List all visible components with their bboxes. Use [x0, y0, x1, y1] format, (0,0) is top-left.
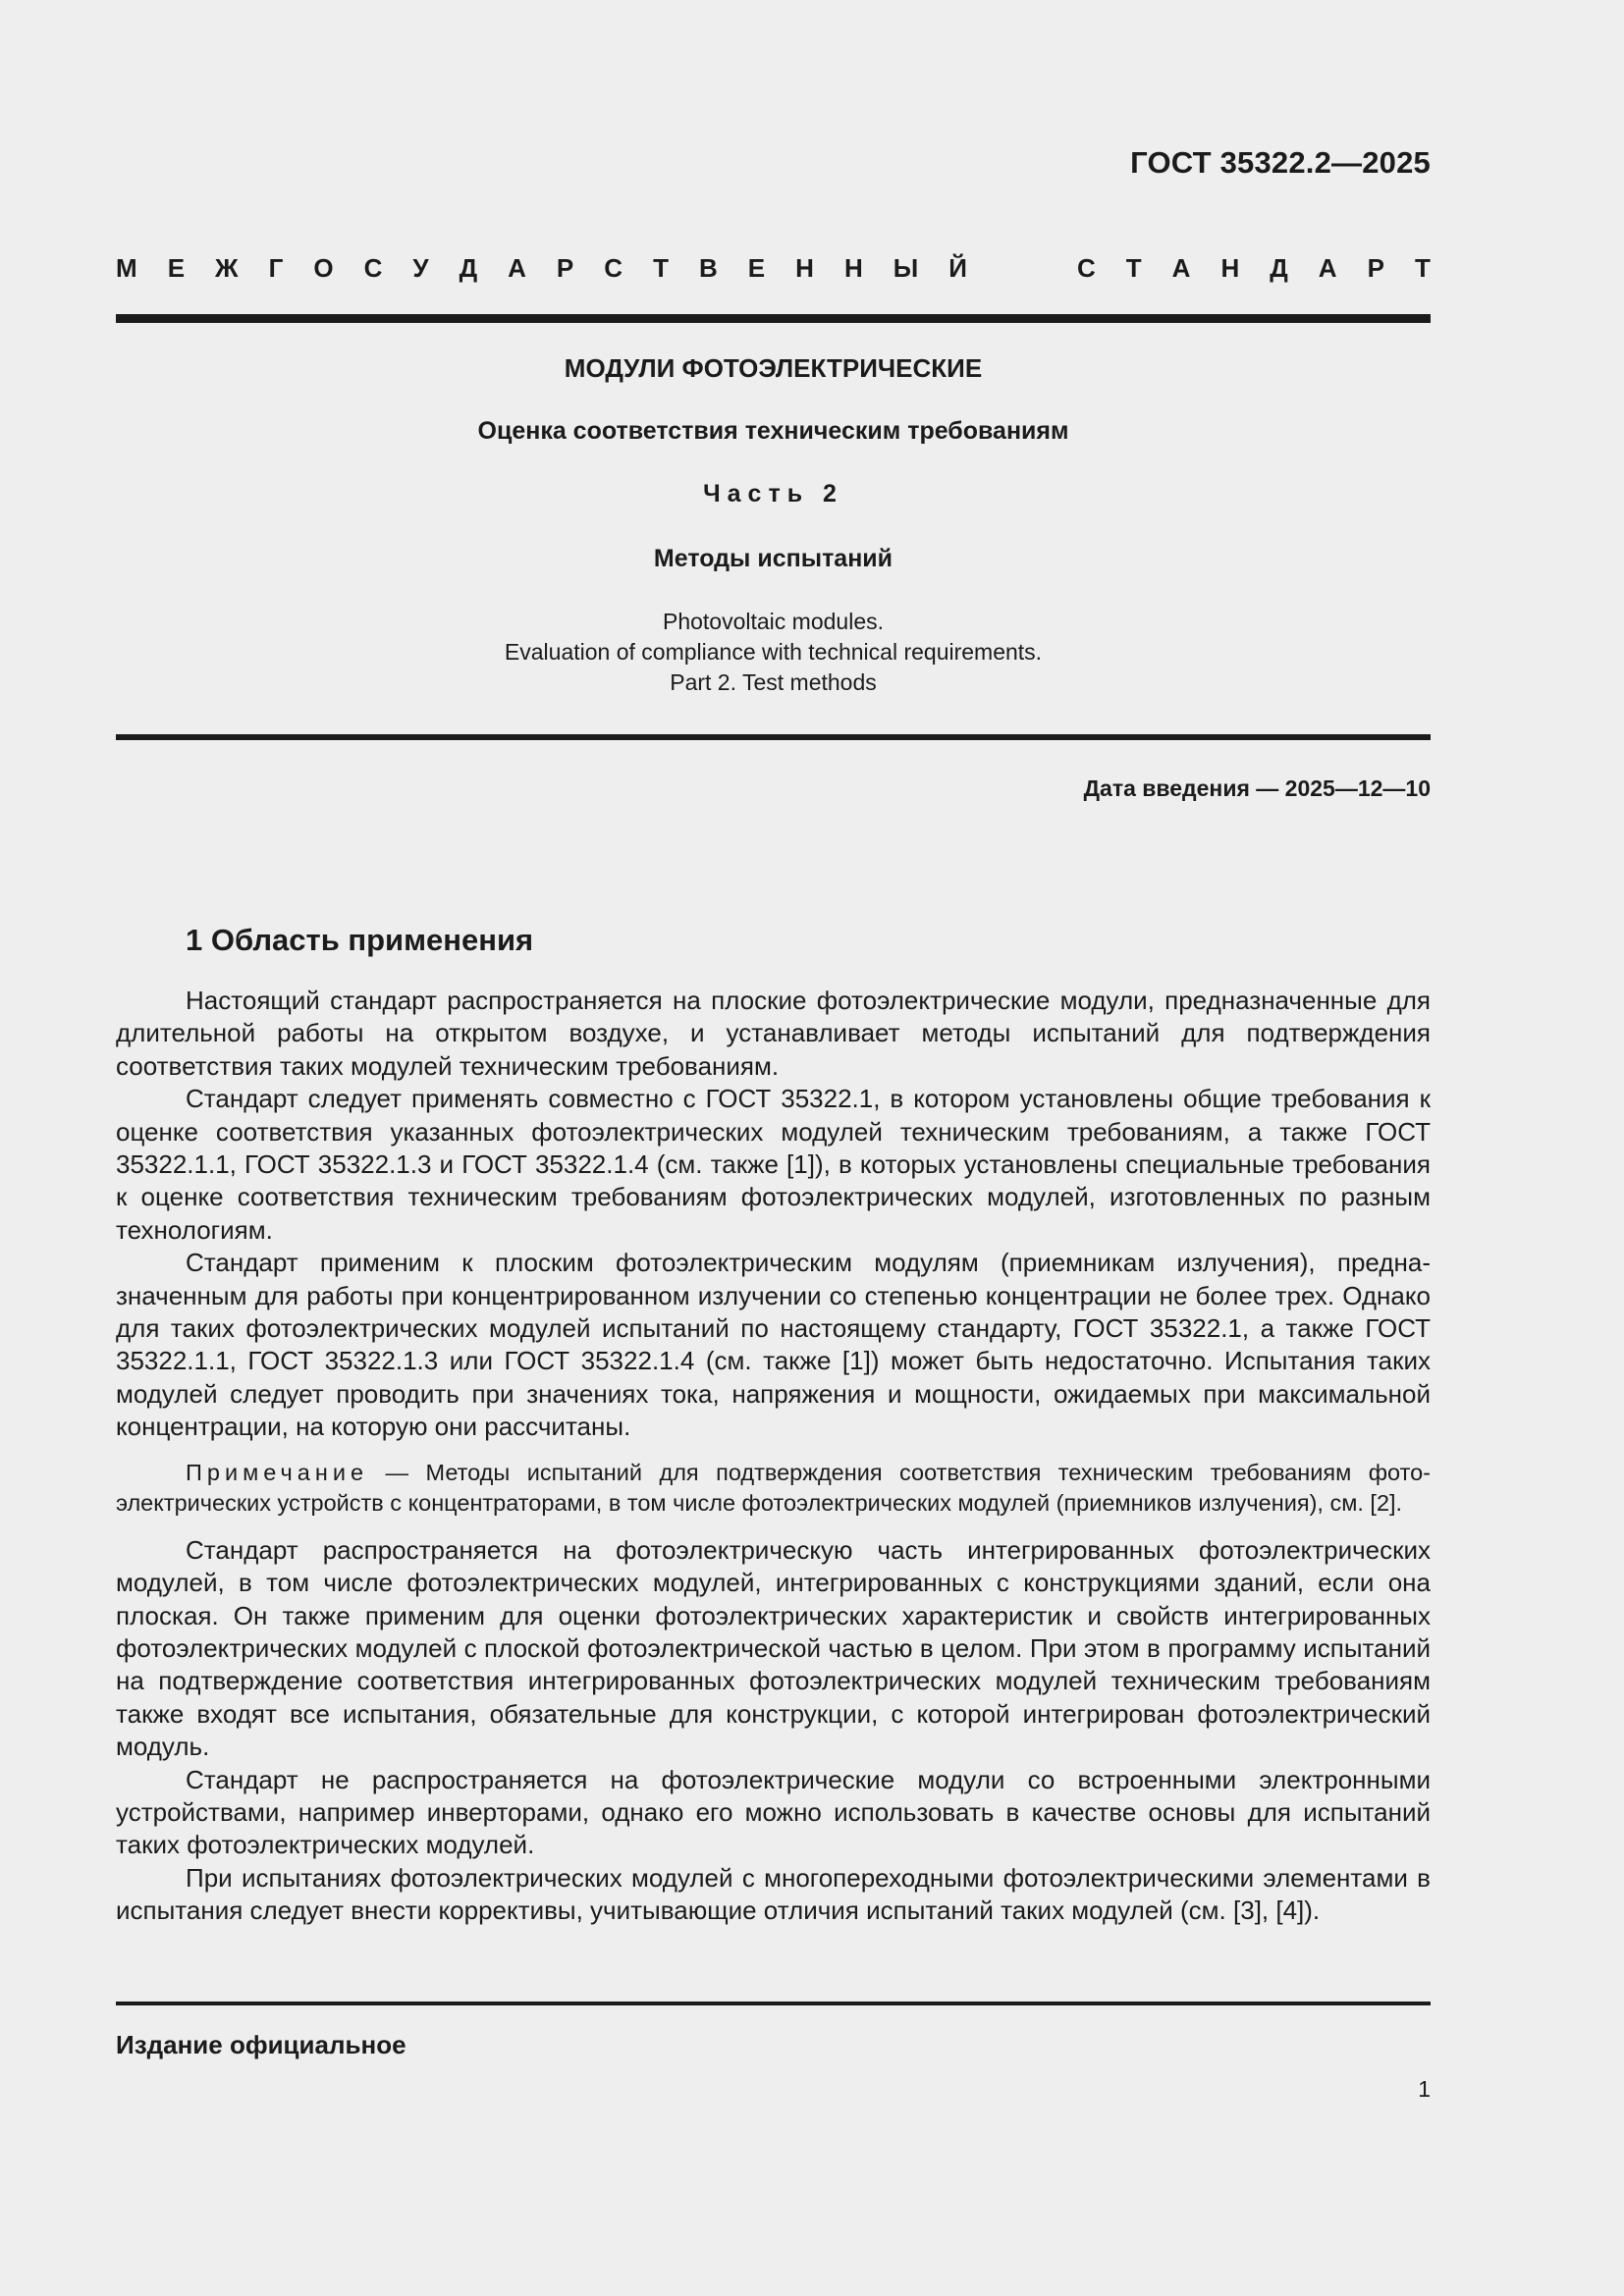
standard-type-letter: С [604, 253, 623, 283]
english-title-line: Part 2. Test methods [670, 669, 877, 695]
standard-type-letter: Д [1270, 253, 1288, 283]
standard-type-letter: М [116, 253, 137, 283]
english-title-line: Evaluation of compliance with technical requirements. [504, 639, 1043, 665]
word-gap [998, 253, 1047, 284]
standard-type-letter: Й [948, 253, 967, 283]
top-rule [116, 314, 1431, 323]
document-part: Часть 2 [703, 480, 843, 507]
standard-type-letter: Т [1414, 253, 1431, 283]
document-methods-title: Методы испытаний [653, 545, 893, 572]
standard-type-letter: Е [747, 253, 766, 283]
standard-type-letter: Н [843, 253, 863, 283]
standard-type-letter: В [698, 253, 718, 283]
english-title-line: Photovoltaic modules. [662, 609, 884, 634]
standard-type-letter: Р [1367, 253, 1384, 283]
body-paragraph: Настоящий стандарт распространяется на плоские фотоэлектрические модули, предназначенные для длительной работы на открытом воздухе, и устанавливает методы испытаний для подтверждения соответствия таких модулей техническим требованиям. [116, 986, 1431, 1081]
body-paragraph: Стандарт применим к плоским фотоэлектрическим модулям (приемникам излучения), предназначенным для работы при концентрированном излучении со степенью концентрации не более трех. Однако для таких фотоэлектрических модулей испытаний по настоящему стандарту, ГОСТ 35322.1, а также ГОСТ 35322.1.1, ГОСТ 35322.1.3 или ГОСТ 35322.1.4 (см. также [1]) может быть недостаточно. Испытания таких модулей следует проводить при значениях тока, напряжения и мощности, ожидаемых при максимальной концентрации, на которую они рассчитаны. [116, 1248, 1431, 1442]
section-body [116, 985, 1431, 1928]
body-paragraph: Стандарт следует применять совместно с ГОСТ 35322.1, в котором установлены общие требования к оценке соответствия указанных фотоэлектрических модулей техническим требованиям, а также ГОСТ 35322.1.1, ГОСТ 35322.1.3 и ГОСТ 35322.1.4 (см. также [1]), в которых установлены специальные требования к оценке соответствия техническим требованиям фотоэлектрических модулей, изготовленных по разным технологиям. [116, 1084, 1431, 1245]
standard-type-letter: А [1171, 253, 1191, 283]
standard-type-letter: Н [1220, 253, 1240, 283]
page-number: 1 [1418, 2076, 1431, 2102]
standard-type-letter: А [1318, 253, 1337, 283]
standard-type-line [116, 253, 1431, 284]
standard-type-letter: Д [459, 253, 478, 283]
standard-type-letter: Т [1125, 253, 1142, 283]
standard-type-letter: Ы [893, 253, 919, 283]
standard-type-letter: У [412, 253, 429, 283]
note [116, 1458, 1431, 1519]
body-paragraph: Стандарт не распространяется на фотоэлектрические модули со встроенными электронными устройствами, например инверторами, однако его можно использовать в качестве основы для испытаний таких фотоэлектрических модулей. [116, 1764, 1431, 1860]
introduction-date: Дата введения — 2025—12—10 [1083, 775, 1431, 801]
standard-type-letter: С [363, 253, 383, 283]
note-text: — Методы испытаний для подтверждения соответствия техническим требованиям фотоэлектрических устройств с концентраторами, в том числе фотоэлектрических модулей (приемников излучения), см. [2]. [116, 1459, 1431, 1516]
gost-number: ГОСТ 35322.2—2025 [1130, 145, 1431, 180]
standard-type-letter: Р [556, 253, 574, 283]
standard-type-letter: Н [795, 253, 814, 283]
document-title: МОДУЛИ ФОТОЭЛЕКТРИЧЕСКИЕ [564, 353, 983, 383]
standard-type-letter: Ж [215, 253, 239, 283]
standard-type-letter: Г [268, 253, 284, 283]
standard-type-letter: О [313, 253, 334, 283]
document-subtitle: Оценка соответствия техническим требованиям [477, 417, 1069, 445]
body-paragraph: Стандарт распространяется на фотоэлектрическую часть интегрированных фотоэлектрических модулей, в том числе фотоэлектрических модулей, интегрированных с конструкциями зданий, если она плоская. Он также применим для оценки фотоэлектрических характеристик и свойств интегрированных фотоэлектрических модулей с плоской фотоэлектрической частью в целом. При этом в программу испытаний на подтверждение соответствия интегрированных фотоэлектрических модулей техническим требованиям также входят все испытания, обязательные для конструкции, с которой интегрирован фотоэлектрический модуль. [116, 1534, 1431, 1762]
body-paragraph: При испытаниях фотоэлектрических модулей с многопереходными фотоэлектрическими элементами в испытания следует внести коррективы, учитывающие отличия испытаний таких модулей (см. [3], [4]). [116, 1862, 1431, 1926]
section-heading: 1 Область применения [186, 923, 534, 957]
title-rule [116, 734, 1431, 740]
standard-type-letter: Т [653, 253, 669, 283]
standard-type-letter: А [508, 253, 526, 283]
standard-type-letter: С [1076, 253, 1096, 283]
english-title [116, 607, 1431, 698]
note-label: Примечание [186, 1459, 369, 1485]
footer-rule [116, 2002, 1431, 2005]
official-edition-label: Издание официальное [116, 2030, 406, 2059]
standard-type-letter: Е [167, 253, 186, 283]
